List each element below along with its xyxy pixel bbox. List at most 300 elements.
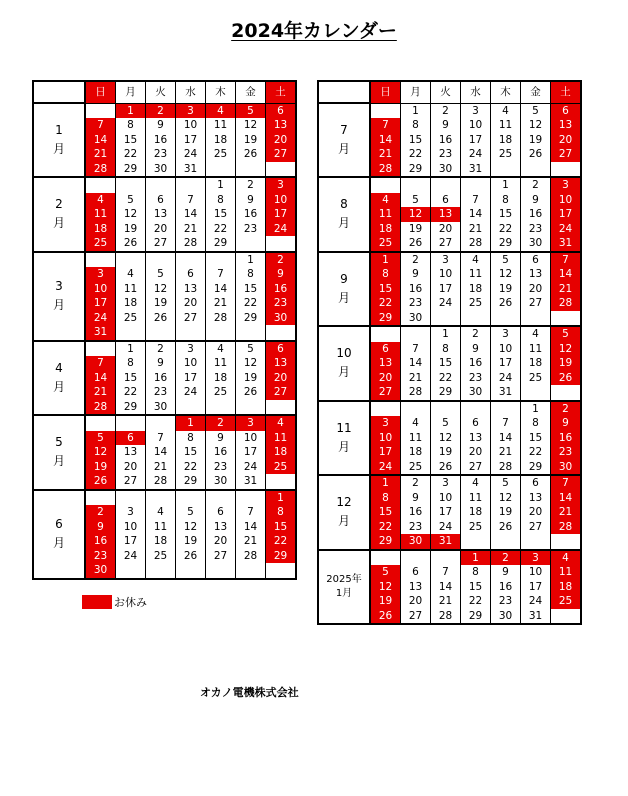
day-cell-holiday: 2 [491,550,521,566]
day-cell: 30 [146,400,176,416]
day-cell: 27 [401,609,431,625]
month-label-line: 6 [55,517,63,531]
day-cell: 15 [116,371,146,386]
day-cell: 17 [176,133,206,148]
day-cell-holiday: 29 [266,549,297,564]
company-name: オカノ電機株式会社 [200,686,299,699]
day-cell: 8 [401,118,431,133]
day-cell: 17 [431,282,461,297]
day-cell: 9 [521,193,551,208]
day-cell: 9 [401,267,431,282]
day-cell: 4 [521,326,551,342]
day-cell: 18 [116,296,146,311]
day-cell [370,103,401,118]
day-cell: 11 [491,118,521,133]
weekday-header: 木 [491,81,521,103]
day-cell: 4 [146,505,176,520]
day-cell: 31 [236,474,266,490]
day-cell [551,311,582,327]
day-cell: 9 [206,431,236,446]
day-cell-holiday: 27 [551,147,582,162]
day-cell [206,563,236,579]
day-cell: 25 [491,147,521,162]
day-cell: 3 [176,341,206,357]
day-cell: 3 [116,505,146,520]
day-cell-holiday: 11 [85,207,116,222]
day-cell-holiday: 25 [551,594,582,609]
day-cell: 26 [491,520,521,535]
day-cell-holiday: 3 [85,267,116,282]
day-cell [431,401,461,417]
month-label-line: 1月 [335,587,353,599]
month-label-line: 10 [336,346,352,361]
day-cell: 15 [206,207,236,222]
day-cell-holiday: 20 [370,371,401,386]
day-cell-holiday: 10 [85,282,116,297]
day-cell: 24 [176,147,206,162]
day-cell-holiday: 4 [266,415,297,431]
day-cell-holiday: 21 [85,385,116,400]
day-cell [521,385,551,401]
day-cell: 7 [431,565,461,580]
day-cell [431,177,461,193]
day-cell [370,550,401,566]
day-cell [491,401,521,417]
day-cell: 2 [401,475,431,491]
weekday-header: 月 [401,81,431,103]
day-cell: 26 [236,385,266,400]
month-label [318,401,370,476]
day-cell: 7 [146,431,176,446]
day-cell [401,550,431,566]
day-cell [266,236,297,252]
day-cell: 14 [401,356,431,371]
day-cell: 22 [521,445,551,460]
month-label-line: 月 [52,379,65,394]
day-cell: 9 [491,565,521,580]
day-cell-holiday: 5 [85,431,116,446]
day-cell-holiday: 5 [236,103,266,118]
day-cell: 4 [461,252,491,268]
month-label-line: 7 [340,123,348,137]
day-cell: 17 [521,580,551,595]
day-cell: 22 [116,147,146,162]
month-label [318,103,370,177]
day-cell-holiday: 28 [85,162,116,178]
day-cell: 5 [146,267,176,282]
day-cell [85,490,116,506]
day-cell: 10 [491,342,521,357]
day-cell-holiday: 13 [431,207,461,222]
day-cell: 18 [401,445,431,460]
day-cell: 5 [116,193,146,208]
day-cell: 31 [176,162,206,178]
day-cell: 7 [236,505,266,520]
day-cell-holiday: 4 [85,193,116,208]
day-cell-holiday: 12 [370,580,401,595]
header-corner [318,81,370,103]
weekday-header: 月 [116,81,146,103]
day-cell: 30 [431,162,461,178]
month-label-line: 2025年 [326,573,362,585]
day-cell: 23 [521,222,551,237]
day-cell: 21 [461,222,491,237]
day-cell: 4 [461,475,491,491]
day-cell [370,326,401,342]
day-cell: 28 [176,236,206,252]
day-cell: 19 [491,505,521,520]
day-cell: 10 [521,565,551,580]
day-cell: 15 [401,133,431,148]
day-cell [236,490,266,506]
day-cell-holiday: 7 [85,118,116,133]
day-cell: 12 [116,207,146,222]
day-cell: 23 [146,385,176,400]
day-cell [266,563,297,579]
day-cell: 19 [176,534,206,549]
day-cell-holiday: 21 [551,282,582,297]
day-cell: 2 [146,341,176,357]
day-cell: 13 [401,580,431,595]
month-label [33,103,85,177]
day-cell: 3 [461,103,491,118]
day-cell: 27 [431,236,461,252]
weekday-header: 金 [236,81,266,103]
day-cell: 26 [431,460,461,476]
day-cell-holiday: 28 [85,400,116,416]
day-cell: 12 [146,282,176,297]
day-cell-holiday: 8 [266,505,297,520]
day-cell: 12 [491,267,521,282]
day-cell: 16 [431,133,461,148]
day-cell-holiday: 7 [370,118,401,133]
day-cell: 9 [461,342,491,357]
day-cell-holiday: 15 [266,520,297,535]
day-cell [116,490,146,506]
day-cell: 17 [461,133,491,148]
day-cell [116,415,146,431]
day-cell-holiday: 31 [551,236,582,252]
day-cell: 17 [176,371,206,386]
day-cell: 23 [236,222,266,237]
day-cell-holiday: 2 [551,401,582,417]
month-label-line: 月 [337,216,350,231]
day-cell-holiday: 1 [370,475,401,491]
day-cell: 25 [146,549,176,564]
day-cell: 1 [206,177,236,193]
day-cell: 18 [521,356,551,371]
day-cell-holiday: 11 [551,565,582,580]
day-cell-holiday: 24 [551,222,582,237]
weekday-header: 土 [551,81,582,103]
day-cell: 1 [521,401,551,417]
day-cell-holiday: 22 [370,520,401,535]
day-cell-holiday: 20 [266,133,297,148]
day-cell: 19 [236,133,266,148]
day-cell: 24 [236,460,266,475]
day-cell: 10 [461,118,491,133]
day-cell-holiday: 30 [401,534,431,550]
day-cell: 21 [491,445,521,460]
day-cell: 16 [146,133,176,148]
day-cell-holiday: 21 [85,147,116,162]
day-cell [206,490,236,506]
day-cell-holiday: 4 [370,193,401,208]
day-cell [176,252,206,268]
day-cell [551,534,582,550]
day-cell: 28 [461,236,491,252]
day-cell: 27 [461,460,491,476]
day-cell: 26 [236,147,266,162]
day-cell-holiday: 13 [266,356,297,371]
day-cell-holiday: 27 [370,385,401,401]
day-cell-holiday: 3 [551,177,582,193]
legend-label: お休み [114,596,147,609]
month-label-line: 11 [336,420,352,435]
day-cell: 5 [431,416,461,431]
legend [82,594,147,610]
day-cell: 6 [431,193,461,208]
day-cell-holiday: 14 [370,133,401,148]
day-cell-holiday: 1 [116,103,146,118]
day-cell: 29 [521,460,551,476]
day-cell: 21 [146,460,176,475]
day-cell-holiday: 17 [266,207,297,222]
day-cell: 18 [461,505,491,520]
day-cell: 6 [521,252,551,268]
day-cell: 30 [146,162,176,178]
day-cell-holiday: 11 [370,207,401,222]
day-cell: 20 [146,222,176,237]
day-cell: 22 [431,371,461,386]
day-cell: 16 [401,282,431,297]
day-cell: 12 [236,118,266,133]
month-label-line: 月 [337,439,350,454]
day-cell-holiday: 20 [266,371,297,386]
day-cell: 13 [116,445,146,460]
day-cell-holiday: 22 [266,534,297,549]
day-cell: 19 [491,282,521,297]
day-cell: 10 [236,431,266,446]
day-cell-holiday: 6 [266,103,297,118]
weekday-header: 土 [266,81,297,103]
day-cell-holiday: 1 [176,415,206,431]
day-cell [491,311,521,327]
day-cell-holiday: 17 [370,445,401,460]
day-cell-holiday: 26 [85,474,116,490]
day-cell: 29 [461,609,491,625]
day-cell: 11 [521,342,551,357]
day-cell [266,400,297,416]
day-cell: 15 [176,445,206,460]
day-cell-holiday: 8 [370,267,401,282]
day-cell: 17 [116,534,146,549]
day-cell [551,385,582,401]
day-cell-holiday: 24 [266,222,297,237]
day-cell: 16 [206,445,236,460]
day-cell: 28 [401,385,431,401]
day-cell-holiday: 25 [85,236,116,252]
day-cell: 23 [206,460,236,475]
day-cell-holiday: 16 [266,282,297,297]
day-cell: 10 [176,118,206,133]
day-cell: 10 [431,491,461,506]
day-cell [521,311,551,327]
day-cell: 9 [146,356,176,371]
day-cell-holiday: 2 [85,505,116,520]
day-cell: 12 [176,520,206,535]
day-cell-holiday: 3 [370,416,401,431]
day-cell-holiday: 8 [370,491,401,506]
day-cell-holiday: 30 [85,563,116,579]
month-label [318,550,370,625]
calendar-left-column [32,80,297,580]
day-cell [370,401,401,417]
day-cell: 14 [176,207,206,222]
day-cell-holiday: 6 [370,342,401,357]
day-cell [401,177,431,193]
day-cell: 3 [431,252,461,268]
day-cell: 21 [236,534,266,549]
day-cell: 27 [206,549,236,564]
day-cell [431,311,461,327]
day-cell [206,325,236,341]
day-cell: 21 [431,594,461,609]
day-cell: 6 [461,416,491,431]
day-cell: 25 [461,520,491,535]
day-cell: 8 [176,431,206,446]
day-cell: 20 [206,534,236,549]
day-cell: 24 [521,594,551,609]
day-cell-holiday: 18 [266,445,297,460]
day-cell-holiday: 9 [551,416,582,431]
day-cell: 3 [431,475,461,491]
month-label-line: 月 [337,290,350,305]
day-cell: 19 [431,445,461,460]
day-cell-holiday: 3 [176,103,206,118]
day-cell-holiday: 17 [551,207,582,222]
day-cell [370,177,401,193]
day-cell [491,534,521,550]
day-cell: 26 [491,296,521,311]
day-cell [146,325,176,341]
day-cell: 24 [431,520,461,535]
day-cell: 6 [521,475,551,491]
day-cell [206,400,236,416]
day-cell [206,252,236,268]
day-cell: 5 [176,505,206,520]
day-cell: 11 [401,431,431,446]
day-cell: 7 [491,416,521,431]
day-cell: 4 [401,416,431,431]
day-cell-holiday: 21 [370,147,401,162]
day-cell-holiday: 24 [370,460,401,476]
day-cell: 16 [401,505,431,520]
day-cell: 20 [431,222,461,237]
day-cell: 22 [236,296,266,311]
month-label-line: 4 [55,360,63,375]
weekday-header: 金 [521,81,551,103]
day-cell: 30 [401,311,431,327]
month-label [318,177,370,252]
day-cell: 27 [176,311,206,326]
day-cell [266,162,297,178]
day-cell: 7 [461,193,491,208]
day-cell: 29 [236,311,266,326]
day-cell: 8 [236,267,266,282]
day-cell-holiday: 13 [551,118,582,133]
day-cell: 20 [521,505,551,520]
day-cell: 29 [116,400,146,416]
day-cell-holiday: 2 [266,252,297,268]
day-cell [236,563,266,579]
day-cell: 8 [491,193,521,208]
day-cell-holiday: 19 [85,460,116,475]
day-cell: 8 [461,565,491,580]
day-cell: 8 [206,193,236,208]
day-cell: 6 [401,565,431,580]
month-label-line: 月 [52,142,65,156]
day-cell: 24 [116,549,146,564]
day-cell-holiday: 29 [370,534,401,550]
day-cell: 28 [431,609,461,625]
day-cell: 16 [146,371,176,386]
day-cell: 17 [491,356,521,371]
day-cell: 16 [491,580,521,595]
month-label-line: 月 [52,298,65,312]
day-cell: 21 [176,222,206,237]
day-cell-holiday: 7 [551,252,582,268]
day-cell [176,490,206,506]
day-cell-holiday: 7 [85,356,116,371]
day-cell-holiday: 1 [266,490,297,506]
day-cell: 3 [491,326,521,342]
day-cell: 29 [176,474,206,490]
day-cell: 12 [491,491,521,506]
day-cell-holiday: 30 [551,460,582,476]
day-cell: 29 [116,162,146,178]
day-cell: 20 [401,594,431,609]
day-cell: 27 [521,520,551,535]
day-cell [236,236,266,252]
day-cell: 23 [491,594,521,609]
day-cell: 27 [146,236,176,252]
month-label-line: 2 [55,197,63,212]
day-cell: 29 [401,162,431,178]
day-cell [146,177,176,193]
day-cell [85,252,116,268]
day-cell: 27 [116,474,146,490]
month-label-line: 12 [336,495,352,510]
day-cell: 8 [116,118,146,133]
day-cell: 2 [236,177,266,193]
day-cell-holiday: 18 [370,222,401,237]
month-label [33,177,85,252]
day-cell: 24 [461,147,491,162]
day-cell [146,415,176,431]
day-cell: 6 [206,505,236,520]
day-cell-holiday: 14 [551,267,582,282]
day-cell-holiday: 10 [551,193,582,208]
day-cell: 13 [206,520,236,535]
day-cell: 15 [116,133,146,148]
day-cell-holiday: 12 [401,207,431,222]
day-cell: 18 [206,133,236,148]
day-cell: 4 [116,267,146,282]
day-cell: 15 [431,356,461,371]
weekday-header: 水 [461,81,491,103]
day-cell-holiday: 3 [236,415,266,431]
